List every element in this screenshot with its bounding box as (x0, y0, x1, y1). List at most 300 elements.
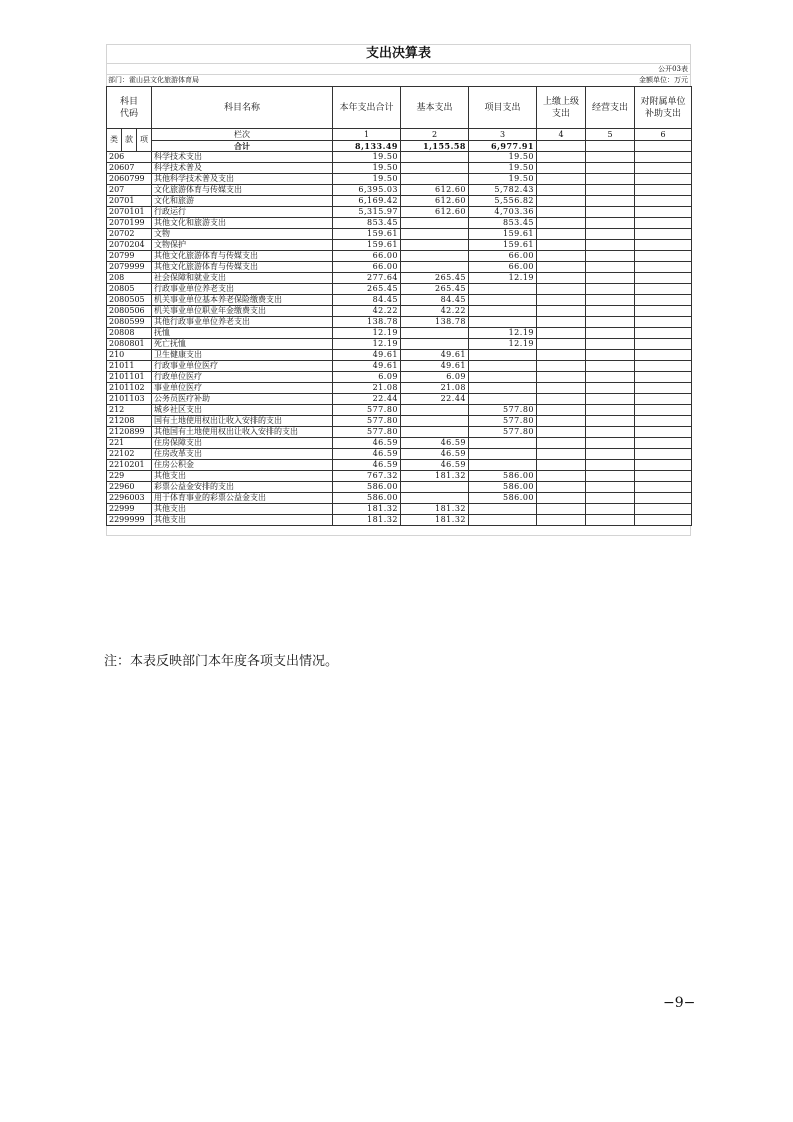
empty-cell (635, 185, 692, 196)
subject-code: 20701 (107, 196, 152, 207)
table-row (107, 504, 692, 515)
empty-cell (586, 416, 635, 427)
empty-cell (635, 196, 692, 207)
row-basic: 84.45 (401, 295, 469, 306)
empty-cell (537, 273, 586, 284)
empty-cell (635, 262, 692, 273)
subject-name: 死亡抚恤 (152, 339, 333, 350)
empty-cell (586, 317, 635, 328)
subject-name: 住房保障支出 (152, 438, 333, 449)
subject-code: 20799 (107, 251, 152, 262)
table-row (107, 416, 692, 427)
empty-cell (586, 163, 635, 174)
empty-cell (537, 218, 586, 229)
subject-name: 机关事业单位基本养老保险缴费支出 (152, 295, 333, 306)
row-total: 767.32 (333, 471, 401, 482)
empty-cell (635, 372, 692, 383)
table-row (107, 240, 692, 251)
empty-cell (586, 438, 635, 449)
header-total: 本年支出合计 (333, 87, 401, 129)
row-basic (401, 251, 469, 262)
table-row (107, 163, 692, 174)
empty-cell (586, 361, 635, 372)
row-total: 586.00 (333, 482, 401, 493)
empty-cell (635, 141, 692, 152)
empty-cell (537, 427, 586, 438)
row-basic (401, 482, 469, 493)
empty-cell (635, 504, 692, 515)
row-basic (401, 240, 469, 251)
row-basic (401, 262, 469, 273)
subject-name: 公务员医疗补助 (152, 394, 333, 405)
row-total: 12.19 (333, 328, 401, 339)
row-project (469, 306, 537, 317)
empty-cell (537, 383, 586, 394)
empty-cell (586, 405, 635, 416)
column-label: 栏次 (152, 129, 333, 141)
footnote: 注：本表反映部门本年度各项支出情况。 (104, 654, 339, 669)
empty-cell (635, 405, 692, 416)
empty-cell (586, 141, 635, 152)
empty-cell (537, 284, 586, 295)
empty-cell (586, 350, 635, 361)
column-number: 1 (333, 129, 401, 141)
empty-cell (586, 273, 635, 284)
subject-code: 221 (107, 438, 152, 449)
row-project (469, 460, 537, 471)
empty-cell (635, 361, 692, 372)
subject-name: 行政事业单位医疗 (152, 361, 333, 372)
empty-cell (586, 383, 635, 394)
row-basic: 49.61 (401, 350, 469, 361)
row-project: 12.19 (469, 273, 537, 284)
row-project: 159.61 (469, 229, 537, 240)
empty-cell (537, 163, 586, 174)
row-total: 159.61 (333, 240, 401, 251)
table-body (107, 152, 692, 526)
empty-cell (537, 185, 586, 196)
subject-code: 229 (107, 471, 152, 482)
column-number: 3 (469, 129, 537, 141)
empty-cell (537, 482, 586, 493)
column-number: 5 (586, 129, 635, 141)
subject-code: 20607 (107, 163, 152, 174)
empty-cell (586, 339, 635, 350)
empty-cell (537, 141, 586, 152)
row-project: 66.00 (469, 262, 537, 273)
header-kuan: 款 (122, 129, 137, 152)
subject-code: 2080506 (107, 306, 152, 317)
table-row (107, 460, 692, 471)
row-basic (401, 493, 469, 504)
empty-cell (537, 328, 586, 339)
row-total: 66.00 (333, 262, 401, 273)
row-total: 181.32 (333, 504, 401, 515)
empty-cell (537, 504, 586, 515)
row-basic: 46.59 (401, 460, 469, 471)
subject-code: 20702 (107, 229, 152, 240)
subject-code: 2101101 (107, 372, 152, 383)
subject-code: 212 (107, 405, 152, 416)
row-project (469, 394, 537, 405)
subject-name: 文化和旅游 (152, 196, 333, 207)
empty-cell (537, 306, 586, 317)
table-row (107, 515, 692, 526)
empty-cell (537, 394, 586, 405)
row-total: 46.59 (333, 449, 401, 460)
row-total: 159.61 (333, 229, 401, 240)
row-project: 19.50 (469, 163, 537, 174)
table-row (107, 493, 692, 504)
row-project (469, 317, 537, 328)
empty-cell (635, 273, 692, 284)
row-project: 586.00 (469, 482, 537, 493)
empty-cell (537, 295, 586, 306)
empty-cell (586, 284, 635, 295)
subject-name: 行政事业单位养老支出 (152, 284, 333, 295)
empty-cell (586, 493, 635, 504)
empty-cell (586, 174, 635, 185)
empty-cell (586, 328, 635, 339)
table-row (107, 427, 692, 438)
empty-cell (635, 229, 692, 240)
subject-code: 2070199 (107, 218, 152, 229)
empty-cell (635, 152, 692, 163)
header-name: 科目名称 (152, 87, 333, 129)
empty-cell (537, 471, 586, 482)
empty-cell (586, 372, 635, 383)
empty-cell (537, 196, 586, 207)
row-basic: 612.60 (401, 196, 469, 207)
empty-cell (537, 438, 586, 449)
row-project: 5,782.43 (469, 185, 537, 196)
subject-name: 其他文化和旅游支出 (152, 218, 333, 229)
table-row (107, 185, 692, 196)
empty-cell (537, 240, 586, 251)
empty-cell (537, 339, 586, 350)
empty-cell (586, 152, 635, 163)
row-basic: 46.59 (401, 438, 469, 449)
subject-name: 卫生健康支出 (152, 350, 333, 361)
row-project (469, 515, 537, 526)
column-number-row (107, 129, 692, 141)
header-basic: 基本支出 (401, 87, 469, 129)
subject-code: 2120899 (107, 427, 152, 438)
row-total: 853.45 (333, 218, 401, 229)
row-basic: 22.44 (401, 394, 469, 405)
row-project (469, 295, 537, 306)
empty-cell (635, 284, 692, 295)
row-basic (401, 218, 469, 229)
total-label: 合计 (152, 141, 333, 152)
subject-name: 国有土地使用权出让收入安排的支出 (152, 416, 333, 427)
row-basic (401, 174, 469, 185)
subject-code: 20808 (107, 328, 152, 339)
header-project: 项目支出 (469, 87, 537, 129)
subject-name: 其他支出 (152, 471, 333, 482)
row-project: 4,703.36 (469, 207, 537, 218)
empty-cell (635, 306, 692, 317)
table-row (107, 251, 692, 262)
empty-cell (586, 427, 635, 438)
subject-name: 其他支出 (152, 515, 333, 526)
subject-name: 彩票公益金安排的支出 (152, 482, 333, 493)
empty-cell (635, 438, 692, 449)
empty-cell (537, 515, 586, 526)
table-row (107, 273, 692, 284)
column-number: 2 (401, 129, 469, 141)
row-basic (401, 163, 469, 174)
empty-cell (635, 449, 692, 460)
empty-cell (635, 493, 692, 504)
empty-cell (537, 317, 586, 328)
row-project (469, 438, 537, 449)
row-basic: 265.45 (401, 273, 469, 284)
department-label: 部门：霍山县文化旅游体育局 (108, 76, 199, 84)
row-basic (401, 152, 469, 163)
table-row (107, 218, 692, 229)
subject-name: 行政运行 (152, 207, 333, 218)
subject-code: 2080599 (107, 317, 152, 328)
empty-cell (586, 207, 635, 218)
expenditure-table (106, 86, 692, 526)
empty-cell (586, 394, 635, 405)
table-row (107, 229, 692, 240)
subject-name: 行政单位医疗 (152, 372, 333, 383)
row-basic (401, 416, 469, 427)
row-total: 277.64 (333, 273, 401, 284)
column-number: 6 (635, 129, 692, 141)
table-row (107, 482, 692, 493)
table-row (107, 372, 692, 383)
empty-cell (537, 262, 586, 273)
subject-code: 207 (107, 185, 152, 196)
subject-name: 文物保护 (152, 240, 333, 251)
row-total: 19.50 (333, 152, 401, 163)
subject-name: 其他行政事业单位养老支出 (152, 317, 333, 328)
column-number: 4 (537, 129, 586, 141)
row-total: 577.80 (333, 416, 401, 427)
page-number: −9− (663, 995, 696, 1011)
total-basic: 1,155.58 (401, 141, 469, 152)
empty-cell (635, 328, 692, 339)
subject-name: 科学技术普及 (152, 163, 333, 174)
row-basic (401, 427, 469, 438)
empty-cell (586, 262, 635, 273)
empty-cell (537, 361, 586, 372)
subject-name: 抚恤 (152, 328, 333, 339)
subject-code: 208 (107, 273, 152, 284)
empty-cell (635, 251, 692, 262)
row-basic (401, 405, 469, 416)
subject-name: 其他支出 (152, 504, 333, 515)
empty-cell (586, 449, 635, 460)
subject-name: 用于体育事业的彩票公益金支出 (152, 493, 333, 504)
row-project (469, 361, 537, 372)
subject-code: 206 (107, 152, 152, 163)
row-total: 22.44 (333, 394, 401, 405)
subject-code: 2070101 (107, 207, 152, 218)
empty-cell (635, 218, 692, 229)
row-project: 577.80 (469, 416, 537, 427)
empty-cell (635, 515, 692, 526)
subject-code: 2296003 (107, 493, 152, 504)
subject-code: 2210201 (107, 460, 152, 471)
empty-cell (537, 449, 586, 460)
row-total: 5,315.97 (333, 207, 401, 218)
row-basic: 181.32 (401, 504, 469, 515)
header-row (107, 87, 692, 129)
table-row (107, 196, 692, 207)
row-project (469, 449, 537, 460)
row-basic (401, 328, 469, 339)
table-row (107, 152, 692, 163)
row-basic (401, 339, 469, 350)
table-row (107, 317, 692, 328)
row-project (469, 284, 537, 295)
table-row (107, 405, 692, 416)
row-project: 12.19 (469, 328, 537, 339)
empty-cell (635, 317, 692, 328)
row-project (469, 504, 537, 515)
row-total: 66.00 (333, 251, 401, 262)
table-row (107, 328, 692, 339)
subject-code: 21208 (107, 416, 152, 427)
table-row (107, 174, 692, 185)
row-total: 46.59 (333, 460, 401, 471)
empty-cell (586, 295, 635, 306)
empty-cell (586, 504, 635, 515)
row-total: 181.32 (333, 515, 401, 526)
row-basic: 49.61 (401, 361, 469, 372)
row-basic: 265.45 (401, 284, 469, 295)
table-row (107, 306, 692, 317)
form-number: 公开03表 (658, 65, 688, 73)
subject-code: 22999 (107, 504, 152, 515)
expenditure-sheet (106, 44, 691, 536)
subject-name: 其他国有土地使用权出让收入安排的支出 (152, 427, 333, 438)
row-total: 6,395.03 (333, 185, 401, 196)
table-row (107, 295, 692, 306)
subject-name: 其他文化旅游体育与传媒支出 (152, 262, 333, 273)
empty-cell (586, 306, 635, 317)
row-total: 49.61 (333, 361, 401, 372)
subject-code: 2101102 (107, 383, 152, 394)
row-project: 586.00 (469, 471, 537, 482)
row-project: 586.00 (469, 493, 537, 504)
empty-cell (635, 383, 692, 394)
empty-cell (635, 416, 692, 427)
table-row (107, 361, 692, 372)
subject-code: 2299999 (107, 515, 152, 526)
row-total: 577.80 (333, 427, 401, 438)
meta-row (106, 75, 691, 86)
row-basic: 6.09 (401, 372, 469, 383)
header-xiang: 项 (137, 129, 152, 152)
empty-cell (635, 163, 692, 174)
subject-name: 社会保障和就业支出 (152, 273, 333, 284)
empty-cell (586, 185, 635, 196)
empty-cell (586, 196, 635, 207)
empty-cell (537, 405, 586, 416)
subject-code: 2101103 (107, 394, 152, 405)
header-subsidiary: 对附属单位 补助支出 (635, 87, 692, 129)
row-basic: 42.22 (401, 306, 469, 317)
subject-code: 22960 (107, 482, 152, 493)
row-total: 6.09 (333, 372, 401, 383)
subject-name: 其他文化旅游体育与传媒支出 (152, 251, 333, 262)
row-total: 49.61 (333, 350, 401, 361)
subject-code: 2079999 (107, 262, 152, 273)
row-total: 12.19 (333, 339, 401, 350)
row-total: 586.00 (333, 493, 401, 504)
row-project (469, 350, 537, 361)
empty-cell (586, 251, 635, 262)
empty-cell (537, 174, 586, 185)
table-row (107, 383, 692, 394)
subject-name: 科学技术支出 (152, 152, 333, 163)
row-total: 46.59 (333, 438, 401, 449)
empty-cell (635, 460, 692, 471)
table-row (107, 438, 692, 449)
row-total: 42.22 (333, 306, 401, 317)
empty-cell (537, 416, 586, 427)
unit-label: 金额单位：万元 (639, 76, 688, 84)
row-project: 19.50 (469, 174, 537, 185)
empty-cell (537, 251, 586, 262)
form-number-row (106, 64, 691, 75)
empty-cell (586, 240, 635, 251)
table-row (107, 262, 692, 273)
empty-cell (635, 174, 692, 185)
subject-code: 2080801 (107, 339, 152, 350)
row-project (469, 383, 537, 394)
empty-cell (635, 350, 692, 361)
total-amount: 8,133.49 (333, 141, 401, 152)
empty-cell (537, 152, 586, 163)
row-basic: 612.60 (401, 185, 469, 196)
row-project: 159.61 (469, 240, 537, 251)
row-basic (401, 229, 469, 240)
row-project: 66.00 (469, 251, 537, 262)
subject-code: 2060799 (107, 174, 152, 185)
row-project: 19.50 (469, 152, 537, 163)
header-upper: 上缴上级 支出 (537, 87, 586, 129)
total-row (107, 141, 692, 152)
empty-cell (537, 350, 586, 361)
subject-name: 机关事业单位职业年金缴费支出 (152, 306, 333, 317)
subject-name: 城乡社区支出 (152, 405, 333, 416)
header-code: 科目 代码 (107, 87, 152, 129)
empty-cell (537, 207, 586, 218)
table-row (107, 394, 692, 405)
row-total: 21.08 (333, 383, 401, 394)
empty-cell (635, 295, 692, 306)
header-lei: 类 (107, 129, 122, 152)
subject-code: 21011 (107, 361, 152, 372)
row-basic: 181.32 (401, 515, 469, 526)
blank-footer-row (106, 526, 691, 536)
header-business: 经营支出 (586, 87, 635, 129)
subject-name: 文化旅游体育与传媒支出 (152, 185, 333, 196)
row-basic: 138.78 (401, 317, 469, 328)
table-title: 支出决算表 (106, 44, 691, 64)
row-total: 265.45 (333, 284, 401, 295)
row-basic: 181.32 (401, 471, 469, 482)
subject-code: 20805 (107, 284, 152, 295)
subject-name: 其他科学技术普及支出 (152, 174, 333, 185)
empty-cell (537, 493, 586, 504)
